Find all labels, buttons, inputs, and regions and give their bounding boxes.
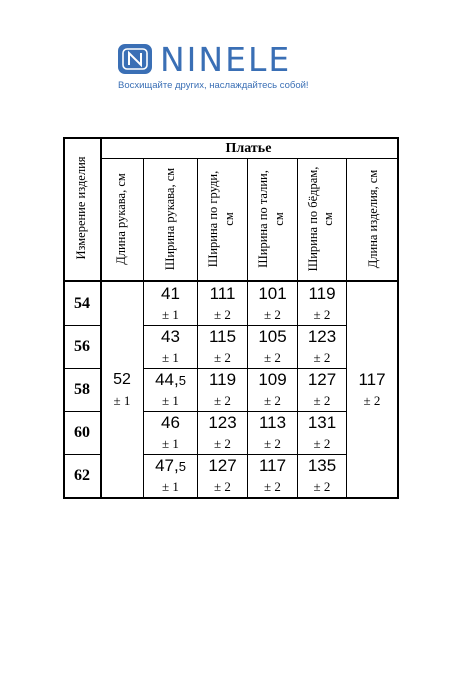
- table-row-60-waist-tol: ± 2: [264, 436, 281, 451]
- garment-length-value: 117: [358, 370, 386, 389]
- table-row-60-sleeve-width: 46: [161, 413, 180, 432]
- table-row-58-sleeve-width-tol: ± 1: [162, 393, 179, 408]
- sleeve-length-tolerance: ± 1: [113, 393, 131, 408]
- col-header-hips: Ширина по бёдрам,: [306, 166, 320, 272]
- col-header-chest: Ширина по груди,: [206, 170, 220, 268]
- table-row-60-waist: 113: [258, 413, 287, 432]
- table-row-56-waist: 105: [258, 327, 287, 346]
- size-58: 58: [74, 381, 90, 398]
- table-row-60-hips-tol: ± 2: [313, 436, 331, 451]
- table-row-54-hips-tol: ± 2: [313, 307, 331, 322]
- sleeve-length-value: 52: [113, 371, 131, 388]
- table-row-58-chest-tol: ± 2: [214, 393, 231, 408]
- table-row-58-hips: 127: [307, 370, 337, 389]
- table-row-56-hips-tol: ± 2: [313, 350, 331, 365]
- table-row-62-chest: 127: [208, 456, 237, 475]
- table-row-58-waist: 109: [258, 370, 287, 389]
- table-row-56-chest-tol: ± 2: [214, 350, 231, 365]
- col-header-garment-length: Длина изделия, см: [366, 169, 380, 269]
- table-row-62-hips-tol: ± 2: [313, 479, 331, 494]
- table-row-56-chest: 115: [208, 327, 237, 346]
- size-56: 56: [74, 338, 90, 355]
- col-header-hips-unit: см: [321, 212, 335, 226]
- table-row-62-sleeve-width: 47,5: [155, 456, 186, 475]
- col-header-chest-unit: см: [222, 212, 236, 226]
- table-row-54-hips: 119: [308, 284, 336, 303]
- group-title: Платье: [225, 141, 272, 156]
- table-row-54-waist-tol: ± 2: [264, 307, 281, 322]
- table-row-58-sleeve-width: 44,5: [155, 370, 186, 389]
- table-row-60-sleeve-width-tol: ± 1: [162, 436, 179, 451]
- table-row-54-chest-tol: ± 2: [214, 307, 231, 322]
- table-row-54-chest: 111: [209, 284, 236, 303]
- table-row-62-hips: 135: [307, 456, 337, 475]
- brand-logo: [118, 40, 348, 104]
- table-row-60-chest-tol: ± 2: [214, 436, 231, 451]
- table-row-56-sleeve-width: 43: [161, 327, 180, 346]
- row-header: Измерение изделия: [74, 156, 88, 260]
- table-row-58-waist-tol: ± 2: [264, 393, 281, 408]
- size-60: 60: [74, 424, 90, 441]
- table-row-54-sleeve-width: 41: [161, 284, 180, 303]
- col-header-waist: Ширина по талии,: [256, 170, 270, 268]
- size-62: 62: [74, 467, 90, 484]
- table-row-58-hips-tol: ± 2: [313, 393, 331, 408]
- size-54: 54: [74, 295, 90, 312]
- table-row-54-waist: 101: [258, 284, 287, 303]
- logo-n-icon: [118, 44, 152, 74]
- table-row-62-sleeve-width-tol: ± 1: [162, 479, 179, 494]
- table-row-60-hips: 131: [307, 413, 337, 432]
- table-row-54-sleeve-width-tol: ± 1: [162, 307, 179, 322]
- col-header-sleeve-length: Длина рукава, см: [114, 173, 128, 265]
- table-row-58-chest: 119: [208, 370, 237, 389]
- table-row-56-waist-tol: ± 2: [264, 350, 281, 365]
- table-row-56-sleeve-width-tol: ± 1: [162, 350, 179, 365]
- brand-name: NINELE: [160, 40, 292, 79]
- brand-slogan: Восхищайте других, наслаждайтесь собой!: [118, 80, 309, 91]
- size-table: [63, 137, 399, 499]
- table-row-60-chest: 123: [208, 413, 237, 432]
- garment-length-tolerance: ± 2: [363, 393, 381, 408]
- table-row-62-chest-tol: ± 2: [214, 479, 231, 494]
- table-row-56-hips: 123: [307, 327, 337, 346]
- table-row-62-waist: 117: [258, 456, 287, 475]
- table-row-62-waist-tol: ± 2: [264, 479, 281, 494]
- col-header-sleeve-width: Ширина рукава, см: [163, 167, 177, 271]
- col-header-waist-unit: см: [272, 212, 286, 226]
